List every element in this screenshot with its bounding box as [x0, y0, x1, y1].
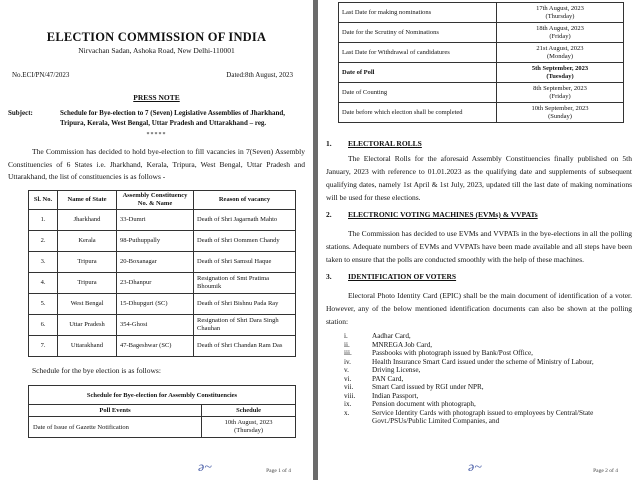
cell-state: Uttar Pradesh: [58, 314, 117, 335]
cell-sl-no: 3.: [29, 251, 58, 272]
list-item: [344, 349, 632, 358]
schedule-title: Schedule for Bye-election for Assembly Constituencies: [29, 386, 296, 405]
table-row: [339, 43, 624, 63]
table-row: [339, 103, 624, 123]
table-row: [29, 251, 296, 272]
organization-address: Nirvachan Sadan, Ashoka Road, New Delhi-110001: [78, 46, 235, 55]
section-title: IDENTIFICATION OF VOTERS: [348, 272, 457, 281]
list-item: [344, 383, 632, 392]
organization-name: ELECTION COMMISSION OF INDIA: [46, 30, 267, 44]
intro-paragraph: The Commission has decided to hold bye-election to fill vacancies in 7(Seven) Assembly Constituencies of 6 States i.e. Jharkhand, Kerala, Tripura, West Bengal, Uttar Pradesh and Uttarakhand, the list of constituencies is as follows -: [8, 147, 305, 181]
list-item-text: Driving License,: [372, 366, 421, 374]
event-name: Date of Counting: [339, 83, 497, 103]
list-item-number: i.: [344, 332, 348, 340]
list-item-text: Indian Passport,: [372, 391, 419, 400]
cell-constituency: 23-Dhanpur: [117, 272, 194, 293]
electoral-rolls-text: The Electoral Rolls for the aforesaid Assembly Constituencies finally published on 5th January, 2023 with reference to 01.01.2023 as the qualifying date and supplements of subsequent qualifying dates, namely 1st April & 1st July, 2023, updated till the last date of making nominations will be used for these elections.: [326, 154, 632, 202]
cell-constituency: 354-Ghosi: [117, 314, 194, 335]
event-day: (Thursday): [545, 12, 575, 20]
event-date: 17th August, 2023: [536, 4, 584, 12]
table-row: [29, 209, 296, 230]
event-day: (Friday): [549, 92, 571, 100]
list-item-text: Pension document with photograph,: [372, 400, 476, 408]
document-page-1: [0, 0, 313, 480]
signature-icon: ə~: [468, 460, 482, 475]
list-item: [344, 375, 632, 384]
event-day: (Sunday): [548, 112, 572, 120]
event-date-cell: [497, 103, 624, 123]
section-title: ELECTORAL ROLLS: [348, 139, 422, 148]
table-row: [29, 272, 296, 293]
event-day: (Monday): [547, 52, 573, 60]
section-number: 2.: [326, 210, 332, 219]
cell-state: West Bengal: [58, 293, 117, 314]
list-item-text: Health Insurance Smart Card issued under the scheme of Ministry of Labour,: [372, 357, 594, 366]
list-item-number: x.: [344, 408, 350, 417]
event-date-cell: [497, 3, 624, 23]
table-row: [339, 83, 624, 103]
subject-label: Subject:: [8, 109, 33, 117]
cell-state: Jharkhand: [58, 209, 117, 230]
event-name: Last Date for Withdrawal of candidatures: [339, 43, 497, 63]
table-row: [339, 63, 624, 83]
event-date: 5th September, 2023: [531, 64, 589, 72]
list-item-number: iv.: [344, 357, 351, 366]
cell-sl-no: 7.: [29, 335, 58, 356]
section-identification: [326, 272, 632, 281]
cell-sl-no: 4.: [29, 272, 58, 293]
list-item-text: MNREGA Job Card,: [372, 340, 433, 349]
cell-reason: Resignation of Shri Dara Singh Chauhan: [194, 314, 296, 335]
list-item: [344, 341, 632, 350]
schedule-col-events: Poll Events: [29, 405, 202, 417]
event-date: 8th September, 2023: [533, 84, 587, 92]
table-row: [29, 417, 296, 438]
list-item-number: ii.: [344, 340, 350, 349]
cell-reason: Death of Shri Chandan Ram Das: [194, 335, 296, 356]
cell-state: Tripura: [58, 251, 117, 272]
page-number-2: Page 2 of 4: [593, 468, 618, 474]
table-row: [339, 3, 624, 23]
reference-number: No.ECI/PN/47/2023: [12, 71, 70, 79]
cell-reason: Resignation of Smt Pratima Bhoumik: [194, 272, 296, 293]
header-sl-no: Sl. No.: [29, 190, 58, 209]
cell-sl-no: 5.: [29, 293, 58, 314]
cell-state: Kerala: [58, 230, 117, 251]
section-number: 3.: [326, 272, 332, 281]
list-item: [344, 332, 632, 341]
cell-reason: Death of Shri Bishnu Pada Ray: [194, 293, 296, 314]
list-item: [344, 366, 632, 375]
signature-icon: ə~: [198, 460, 212, 475]
cell-reason: Death of Shri Samsul Haque: [194, 251, 296, 272]
cell-reason: Death of Shri Oommen Chandy: [194, 230, 296, 251]
table-row: [29, 230, 296, 251]
header-reason: Reason of vacancy: [194, 190, 296, 209]
gazette-date-cell: [202, 417, 296, 438]
cell-state: Tripura: [58, 272, 117, 293]
list-item: [344, 358, 632, 367]
list-item: [344, 392, 632, 401]
section-number: 1.: [326, 139, 332, 148]
event-day: (Friday): [549, 32, 571, 40]
header-state: Name of State: [58, 190, 117, 209]
reference-row: [12, 71, 293, 79]
cell-constituency: 20-Boxanagar: [117, 251, 194, 272]
subject-text: Schedule for Bye-election to 7 (Seven) Legislative Assemblies of Jharkhand, Tripura, Kerala, West Bengal, Uttar Pradesh and Uttarakhand – reg.: [60, 109, 286, 127]
list-item-text: Smart Card issued by RGI under NPR,: [372, 383, 484, 391]
identification-documents-list: [344, 332, 632, 426]
table-row: [339, 23, 624, 43]
event-date-cell: [497, 23, 624, 43]
document-date: Dated:8th August, 2023: [226, 71, 293, 79]
schedule-intro: Schedule for the bye election is as follows:: [32, 365, 161, 375]
cell-constituency: 33-Dumri: [117, 209, 194, 230]
document-page-2: [318, 0, 640, 480]
list-item-number: vi.: [344, 374, 352, 383]
identification-text: Electoral Photo Identity Card (EPIC) shall be the main document of identification of a voter. However, any of the below mentioned identification documents can also be shown at the polling station:: [326, 291, 632, 326]
list-item-number: iii.: [344, 349, 352, 357]
section-electoral-rolls: [326, 139, 632, 148]
table-row: [29, 314, 296, 335]
event-day: (Tuesday): [546, 72, 574, 80]
event-date-cell: [497, 63, 624, 83]
section-evms: [326, 210, 632, 219]
event-name: Last Date for making nominations: [339, 3, 497, 23]
evm-text: The Commission has decided to use EVMs and VVPATs in the bye-elections in all the polling stations. Adequate numbers of EVMs and VVPATs have been made available and all steps have been taken to ensure that the polls are conducted smoothly with the help of these machines.: [326, 229, 632, 264]
cell-state: Uttarakhand: [58, 335, 117, 356]
table-row: [29, 335, 296, 356]
list-item-number: vii.: [344, 383, 354, 391]
gazette-date: 10th August, 2023: [224, 419, 273, 426]
event-date-cell: [497, 83, 624, 103]
list-item-text: PAN Card,: [372, 374, 404, 383]
schedule-table: [28, 385, 296, 438]
cell-reason: Death of Shri Jagarnath Mahto: [194, 209, 296, 230]
separator-stars: *****: [146, 132, 167, 138]
cell-sl-no: 1.: [29, 209, 58, 230]
schedule-col-schedule: Schedule: [202, 405, 296, 417]
cell-constituency: 15-Dhupguri (SC): [117, 293, 194, 314]
list-item-text: Passbooks with photograph issued by Bank/Post Office,: [372, 349, 533, 357]
subject-block: [8, 108, 305, 128]
event-date: 21st August, 2023: [536, 44, 584, 52]
gazette-day: (Thursday): [234, 427, 263, 434]
event-date: 18th August, 2023: [536, 24, 584, 32]
cell-sl-no: 6.: [29, 314, 58, 335]
table-header-row: [29, 190, 296, 209]
event-name: Date before which election shall be completed: [339, 103, 497, 123]
list-item-number: ix.: [344, 400, 352, 408]
list-item: [344, 409, 632, 426]
event-name: Date of Poll: [339, 63, 497, 83]
gazette-event: Date of Issue of Gazette Notification: [29, 417, 202, 438]
list-item-number: v.: [344, 366, 349, 374]
event-date-cell: [497, 43, 624, 63]
schedule-continued-table: [338, 2, 624, 123]
press-note-title: PRESS NOTE: [133, 93, 180, 102]
list-item-text: Aadhar Card,: [372, 332, 411, 340]
event-date: 10th September, 2023: [531, 104, 589, 112]
constituency-table: [28, 190, 296, 357]
table-row: [29, 293, 296, 314]
section-title: ELECTRONIC VOTING MACHINES (EVMs) & VVPATs: [348, 210, 538, 219]
header-constituency: Assembly Constituency No. & Name: [117, 190, 194, 209]
cell-constituency: 47-Bageshwar (SC): [117, 335, 194, 356]
page-number-1: Page 1 of 4: [266, 468, 291, 474]
list-item: [344, 400, 632, 409]
cell-sl-no: 2.: [29, 230, 58, 251]
list-item-number: viii.: [344, 391, 356, 400]
event-name: Date for the Scrutiny of Nominations: [339, 23, 497, 43]
cell-constituency: 98-Puthuppally: [117, 230, 194, 251]
list-item-text: Service Identity Cards with photograph issued to employees by Central/State Govt./PSUs/Public Limited Companies, and: [372, 408, 594, 425]
